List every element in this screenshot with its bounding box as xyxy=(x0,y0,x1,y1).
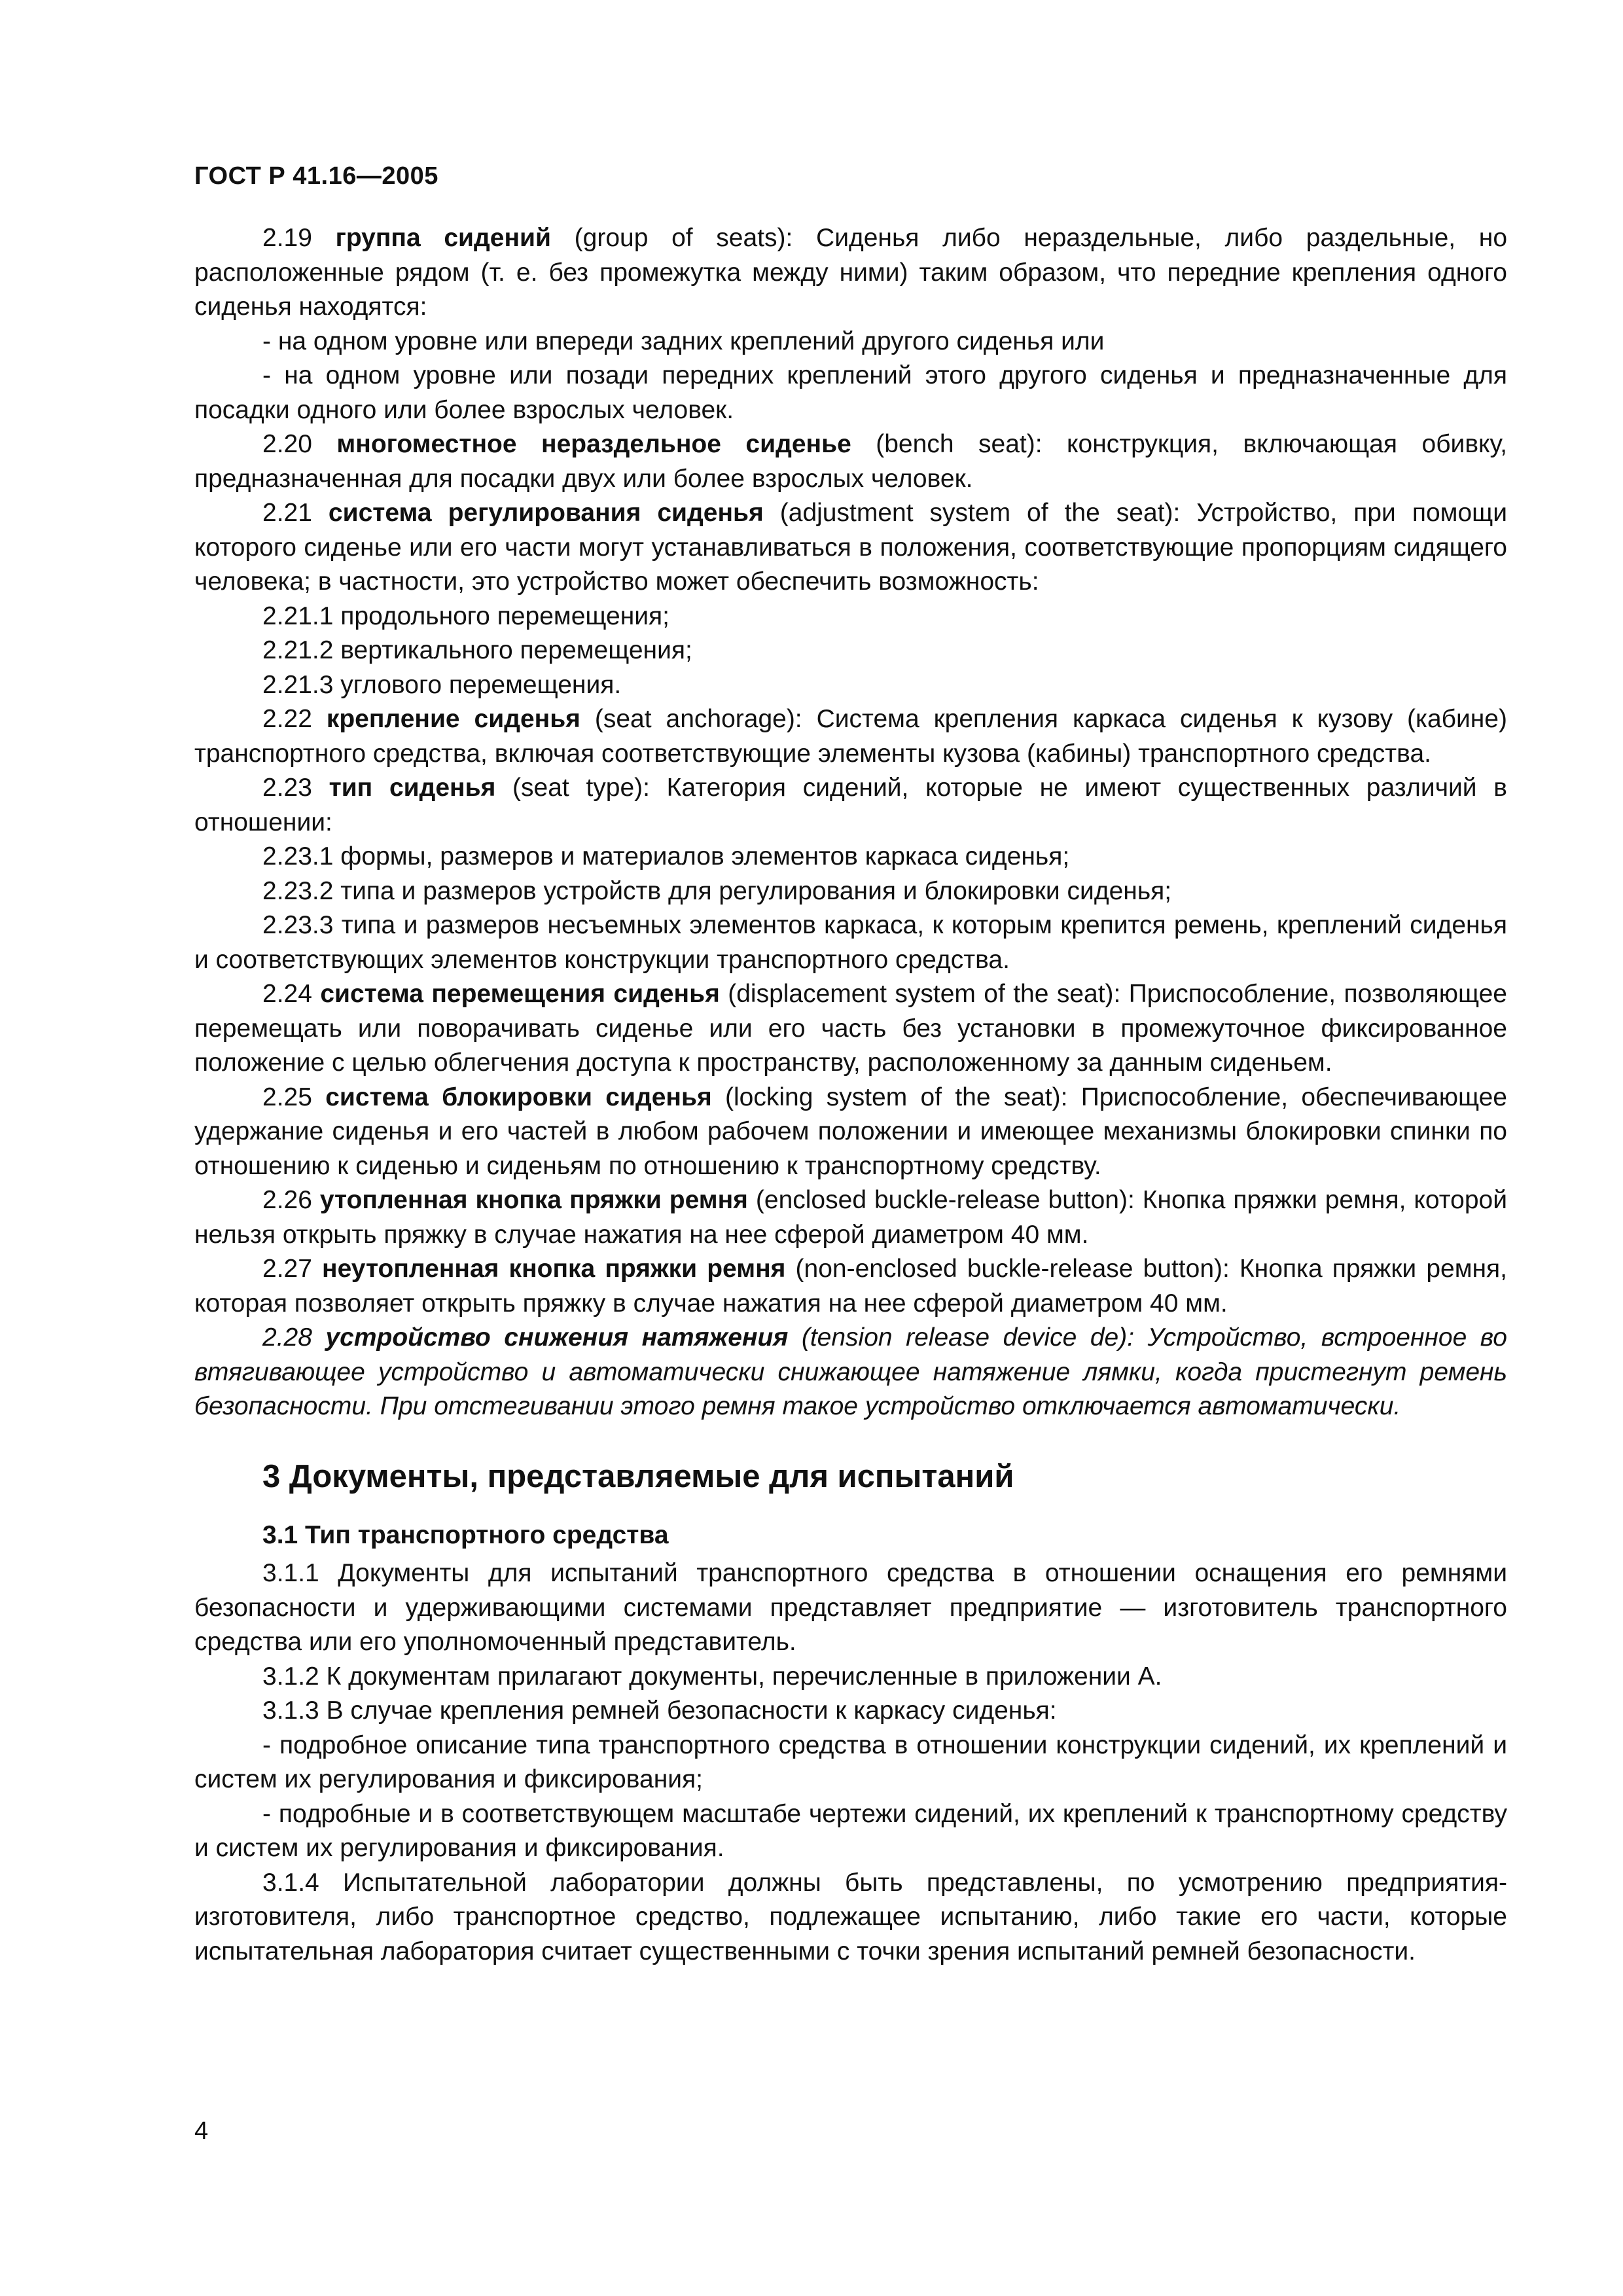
term-name: система блокировки сиденья xyxy=(325,1083,712,1111)
list-item: - подробное описание типа транспортного средства в отношении конструкции сидений, их креплений и систем их регулирования и фиксирования; xyxy=(194,1731,1507,1793)
list-item: - подробные и в соответствующем масштабе чертежи сидений, их креплений к транспортному средству и систем их регулирования и фиксирования. xyxy=(194,1799,1507,1862)
term-2-21: 2.21 система регулирования сиденья (adjustment system of the seat): Устройство, при помощи которого сиденье или его части могут устанавливаться в положения, соответствующие пропорциям сидящего человека; в частности, это устройство может обеспечить возможность: xyxy=(194,499,1508,596)
term-name: устройство снижения натяжения xyxy=(325,1323,789,1352)
paragraph-3-1-4: 3.1.4 Испытательной лаборатории должны быть представлены, по усмотрению предприятия-изготовителя, либо транспортное средство, подлежащее испытанию, либо такие его части, которые испытательная лаборатория считает существенными с точки зрения испытаний ремней безопасности. xyxy=(194,1868,1507,1965)
subitem-2-21-2: 2.21.2 вертикального перемещения; xyxy=(262,636,692,664)
term-2-22: 2.22 крепление сиденья (seat anchorage): Система крепления каркаса сиденья к кузову (кабине) транспортного средства, включая соответствующие элементы кузова (кабины) транспортного средства. xyxy=(194,705,1507,768)
subitem-2-21-3: 2.21.3 углового перемещения. xyxy=(262,670,622,699)
term-2-24: 2.24 система перемещения сиденья (displacement system of the seat): Приспособление, позволяющее перемещать или поворачивать сиденье или его часть без установки в промежуточное фиксированное положение с целью облегчения доступа к пространству, расположенному за данным сиденьем. xyxy=(194,980,1507,1077)
term-name: тип сиденья xyxy=(329,774,496,802)
term-2-28: 2.28 устройство снижения натяжения (tension release device de): Устройство, встроенное во втягивающее устройство и автоматически снижающее натяжение лямки, когда пристегнут ремень безопасности. При отстегивании этого ремня такое устройство отключается автоматически. xyxy=(194,1323,1507,1420)
paragraph-3-1-1: 3.1.1 Документы для испытаний транспортного средства в отношении оснащения его ремнями безопасности и удерживающими системами представляет предприятие — изготовитель транспортного средства или его уполномоченный представитель. xyxy=(194,1559,1507,1656)
term-2-23: 2.23 тип сиденья (seat type): Категория сидений, которые не имеют существенных различий в отношении: xyxy=(194,774,1507,836)
subitem-2-21-1: 2.21.1 продольного перемещения; xyxy=(262,601,670,630)
term-name: неутопленная кнопка пряжки ремня xyxy=(322,1255,786,1283)
list-item: - на одном уровне или позади передних креплений этого другого сиденья и предназначенные для посадки одного или более взрослых человек. xyxy=(194,361,1507,424)
subitem-2-23-3: 2.23.3 типа и размеров несъемных элементов каркаса, к которым крепится ремень, креплений сиденья и соответствующих элементов конструкции транспортного средства. xyxy=(194,911,1507,974)
term-name: крепление сиденья xyxy=(326,705,580,733)
term-name: система перемещения сиденья xyxy=(320,980,720,1008)
term-name: система регулирования сиденья xyxy=(328,499,764,527)
term-2-25: 2.25 система блокировки сиденья (locking system of the seat): Приспособление, обеспечивающее удержание сиденья и его частей в любом рабочем положении и имеющее механизмы блокировки спинки по отношению к сиденью и сиденьям по отношению к транспортному средству. xyxy=(194,1083,1507,1180)
term-2-27: 2.27 неутопленная кнопка пряжки ремня (non-enclosed buckle-release button): Кнопка пряжки ремня, которая позволяет открыть пряжку в случае нажатия на нее сферой диаметром 40 мм. xyxy=(194,1255,1508,1318)
subsection-title: 3.1 Тип транспортного средства xyxy=(262,1520,669,1549)
term-2-19: 2.19 группа сидений (group of seats): Сиденья либо нераздельные, либо раздельные, но расположенные рядом (т. е. без промежутка между ними) таким образом, что передние крепления одного сиденья находятся: xyxy=(194,224,1508,321)
paragraph-3-1-3: 3.1.3 В случае крепления ремней безопасности к каркасу сиденья: xyxy=(262,1696,1057,1725)
list-item: - на одном уровне или впереди задних креплений другого сиденья или xyxy=(262,327,1105,355)
paragraph-3-1-2: 3.1.2 К документам прилагают документы, перечисленные в приложении А. xyxy=(262,1662,1162,1691)
term-2-26: 2.26 утопленная кнопка пряжки ремня (enclosed buckle-release button): Кнопка пряжки ремня, которой нельзя открыть пряжку в случае нажатия на нее сферой диаметром 40 мм. xyxy=(194,1186,1507,1249)
term-name: группа сидений xyxy=(335,224,551,252)
document-body xyxy=(194,221,1507,1969)
term-name: утопленная кнопка пряжки ремня xyxy=(319,1186,748,1214)
term-2-20: 2.20 многоместное нераздельное сиденье (bench seat): конструкция, включающая обивку, предназначенная для посадки двух или более взрослых человек. xyxy=(194,430,1507,493)
subitem-2-23-2: 2.23.2 типа и размеров устройств для регулирования и блокировки сиденья; xyxy=(262,876,1172,905)
document-header: ГОСТ Р 41.16—2005 xyxy=(194,162,438,190)
subitem-2-23-1: 2.23.1 формы, размеров и материалов элементов каркаса сиденья; xyxy=(262,842,1070,870)
page-number: 4 xyxy=(194,2117,209,2145)
term-name: многоместное нераздельное сиденье xyxy=(336,430,851,458)
section-title: 3 Документы, представляемые для испытаний xyxy=(262,1458,1014,1494)
